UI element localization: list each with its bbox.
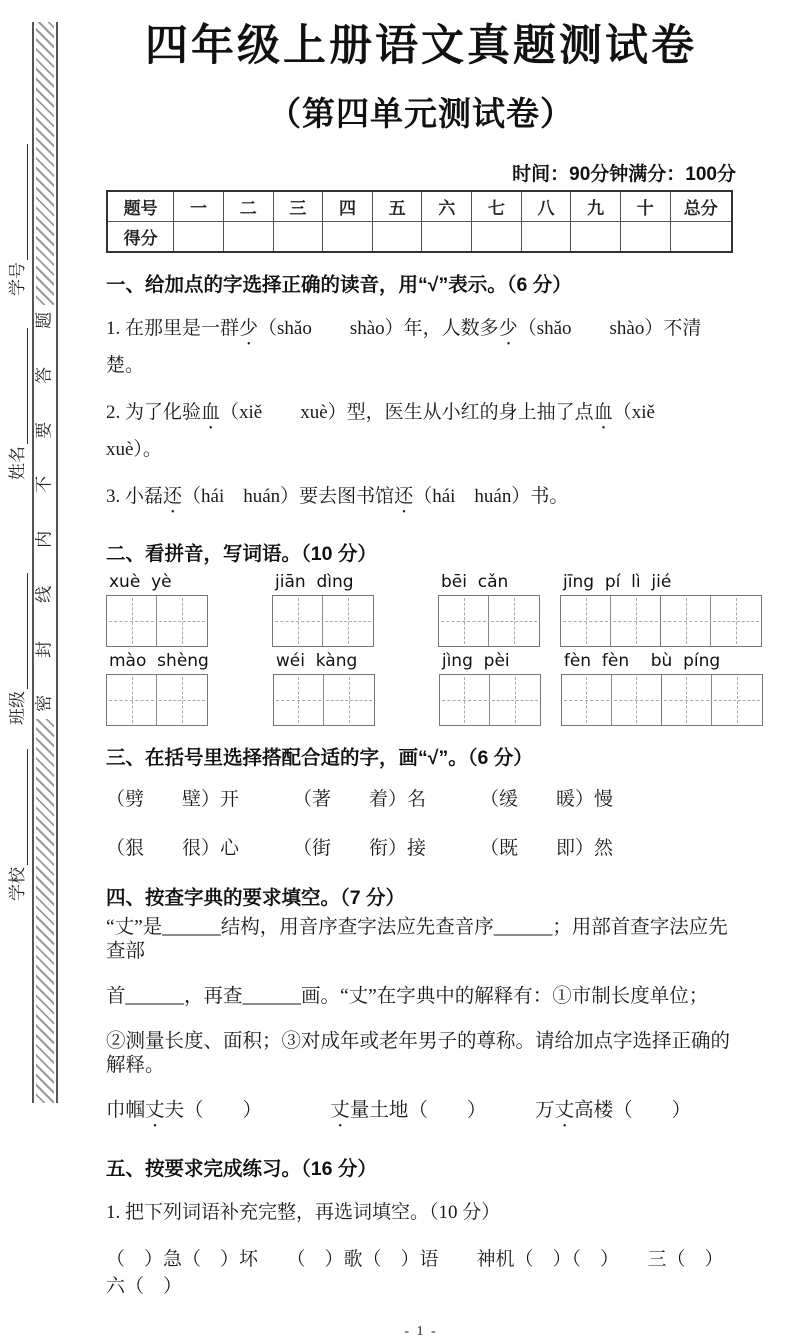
score-empty-cell	[323, 221, 373, 252]
score-header-cell: 五	[372, 191, 422, 222]
text-segment: （xiě xuè）。	[106, 401, 693, 460]
grid-cell	[712, 675, 762, 725]
seal-line-text	[34, 305, 56, 719]
emphasized-char: 少	[239, 317, 259, 339]
pinyin-label: wéi kàng	[275, 650, 358, 671]
grid-cell	[439, 596, 489, 646]
student-name-blank-line	[23, 328, 28, 444]
writing-grid-row-1	[106, 572, 736, 647]
text-segment: 夫（ ）	[164, 1099, 331, 1121]
score-header-cell: 题号	[107, 191, 174, 222]
grid-cell	[323, 596, 373, 646]
class-blank-line	[23, 573, 28, 689]
writing-grid	[438, 595, 540, 647]
section-3-row-2	[106, 833, 736, 860]
word-grid-block	[272, 572, 374, 647]
section-1-question-3	[106, 481, 736, 518]
class-field	[6, 555, 28, 725]
grid-cell	[661, 596, 711, 646]
char-choice-pair: （著 着）名	[293, 788, 427, 810]
word-grid-block	[560, 572, 762, 647]
text-segment: 2. 为了化验	[106, 401, 202, 423]
section-4-heading: 四、按查字典的要求填空。（7 分）	[106, 886, 406, 909]
writing-grid	[106, 595, 208, 647]
writing-grid	[561, 674, 763, 726]
grid-cell	[324, 675, 374, 725]
writing-grid	[560, 595, 762, 647]
writing-grid	[439, 674, 541, 726]
score-row-label: 得分	[107, 221, 174, 252]
score-header-cell: 四	[323, 191, 373, 222]
text-segment: 1. 在那里是一群	[106, 317, 240, 339]
grid-cell	[440, 675, 490, 725]
grid-cell	[662, 675, 712, 725]
word-grid-block	[439, 651, 541, 726]
emphasized-char: 丈	[554, 1099, 575, 1121]
section-1-question-1	[106, 313, 736, 377]
text-segment: 巾帼	[106, 1099, 146, 1121]
text-segment: （hái huán）要去图书馆	[182, 485, 395, 507]
text-segment: （shǎo shào）不清楚。	[106, 317, 702, 376]
student-id-label: 学号	[8, 262, 27, 296]
dictionary-phrase-line	[106, 1099, 736, 1132]
grid-cell	[711, 596, 761, 646]
score-empty-cell	[521, 221, 571, 252]
pinyin-label: fèn fèn bù píng	[563, 650, 721, 671]
student-name-label: 姓名	[8, 446, 27, 480]
section-3-heading: 三、在括号里选择搭配合适的字，画“√”。（6 分）	[106, 746, 533, 769]
writing-grid	[106, 674, 208, 726]
score-header-cell: 九	[571, 191, 621, 222]
school-label: 学校	[8, 867, 27, 901]
pinyin-label: jìng pèi	[441, 650, 510, 671]
grid-cell	[611, 596, 661, 646]
score-table	[106, 190, 733, 253]
char-choice-pair: （既 即）然	[480, 837, 614, 859]
score-header-cell: 七	[472, 191, 522, 222]
writing-grid-row-2	[106, 651, 736, 726]
seal-char: 不	[34, 476, 54, 494]
student-id-field	[6, 126, 28, 296]
grid-cell	[612, 675, 662, 725]
word-grid-block	[561, 651, 763, 726]
pinyin-label: xuè yè	[109, 571, 172, 592]
section-5-heading: 五、按要求完成练习。（16 分）	[106, 1157, 377, 1180]
score-empty-cell	[174, 221, 224, 252]
emphasized-char: 少	[498, 317, 518, 339]
text-segment: （hái huán）书。	[413, 485, 569, 507]
score-empty-cell	[273, 221, 323, 252]
dictionary-paragraph-line-2: 首______，再查______画。“丈”在字典中的解释有：①市制长度单位；	[106, 985, 709, 1007]
score-empty-cell	[372, 221, 422, 252]
seal-hatch-bottom	[36, 719, 54, 1103]
section-1-question-2	[106, 397, 736, 461]
emphasized-char: 血	[201, 401, 221, 423]
grid-cell	[273, 596, 323, 646]
grid-cell	[107, 675, 157, 725]
grid-cell	[562, 675, 612, 725]
seal-char: 题	[34, 311, 54, 329]
score-header-cell: 二	[223, 191, 273, 222]
school-blank-line	[23, 749, 28, 865]
score-header-cell: 八	[521, 191, 571, 222]
text-segment: （shǎo shào）年，人数多	[258, 317, 499, 339]
emphasized-char: 丈	[330, 1099, 350, 1121]
score-header-cell: 三	[273, 191, 323, 222]
emphasized-char: 还	[394, 485, 414, 507]
grid-cell	[157, 675, 207, 725]
paper-content	[106, 0, 736, 1340]
word-grid-block	[106, 651, 209, 726]
class-label: 班级	[8, 691, 27, 725]
score-header-cell: 六	[422, 191, 472, 222]
pinyin-label: jiān dìng	[275, 571, 354, 592]
seal-char: 答	[34, 366, 54, 384]
text-segment: 3. 小磊	[106, 485, 164, 507]
seal-char: 线	[34, 585, 54, 603]
score-empty-cell	[670, 221, 732, 252]
score-empty-cell	[571, 221, 621, 252]
dictionary-paragraph-line-1: “丈”是______结构，用音序查字法应先查音序______；用部首查字法应先查部	[106, 916, 728, 962]
word-grid-block	[438, 572, 540, 647]
text-segment: 高楼（ ）	[574, 1099, 692, 1121]
emphasized-char: 血	[593, 401, 613, 423]
seal-hatch-top	[36, 22, 54, 305]
seal-char: 要	[34, 421, 54, 439]
pinyin-label: mào shèng	[109, 650, 209, 671]
char-choice-pair: （劈 壁）开	[106, 788, 240, 810]
school-field	[6, 731, 28, 901]
char-choice-pair: （街 衔）接	[293, 837, 427, 859]
score-empty-cell	[620, 221, 670, 252]
word-grid-block	[273, 651, 375, 726]
score-empty-cell	[223, 221, 273, 252]
seal-char: 内	[34, 530, 54, 548]
grid-cell	[107, 596, 157, 646]
seal-char: 密	[34, 695, 54, 713]
section-1-heading: 一、给加点的字选择正确的读音，用“√”表示。（6 分）	[106, 273, 572, 296]
score-header-cell: 总分	[670, 191, 732, 222]
time-and-score-info: 时间：90分钟满分：100分	[512, 163, 736, 185]
section-5-sub-heading: 1. 把下列词语补充完整，再选词填空。（10 分）	[106, 1201, 501, 1223]
score-header-cell: 十	[620, 191, 670, 222]
emphasized-char: 丈	[145, 1099, 165, 1121]
score-empty-cell	[422, 221, 472, 252]
paper-title: 四年级上册语文真题测试卷	[145, 22, 697, 70]
seal-line-strip	[32, 22, 58, 1103]
paper-subtitle: （第四单元测试卷）	[268, 94, 574, 132]
grid-cell	[274, 675, 324, 725]
text-segment: （xiě xuè）型，医生从小红的身上抽了点	[220, 401, 594, 423]
score-empty-cell	[472, 221, 522, 252]
grid-cell	[490, 675, 540, 725]
char-choice-pair: （狠 很）心	[106, 837, 240, 859]
char-choice-pair: （缓 暖）慢	[480, 788, 614, 810]
grid-cell	[489, 596, 539, 646]
pinyin-label: bēi cǎn	[441, 571, 509, 592]
section-3-row-1	[106, 784, 736, 811]
score-header-cell: 一	[174, 191, 224, 222]
section-5-fill-blanks-line: （ ）急（ ）坏 （ ）歌（ ）语 神机（ ）（ ） 三（ ）六（ ）	[106, 1248, 724, 1297]
student-name-field	[6, 310, 28, 480]
seal-char: 封	[34, 640, 54, 658]
emphasized-char: 还	[163, 485, 183, 507]
grid-cell	[157, 596, 207, 646]
score-table-header-row	[107, 191, 732, 222]
score-table-score-row	[107, 221, 732, 252]
text-segment: 量土地（ ） 万	[349, 1099, 555, 1121]
student-id-blank-line	[23, 144, 28, 260]
page-number: - 1 -	[404, 1323, 438, 1339]
grid-cell	[561, 596, 611, 646]
writing-grid	[273, 674, 375, 726]
section-2-heading: 二、看拼音，写词语。（10 分）	[106, 542, 377, 565]
writing-grid	[272, 595, 374, 647]
pinyin-label: jīng pí lì jié	[563, 571, 672, 592]
word-grid-block	[106, 572, 208, 647]
dictionary-paragraph-line-3: ②测量长度、面积；③对成年或老年男子的尊称。请给加点字选择正确的解释。	[106, 1030, 731, 1076]
